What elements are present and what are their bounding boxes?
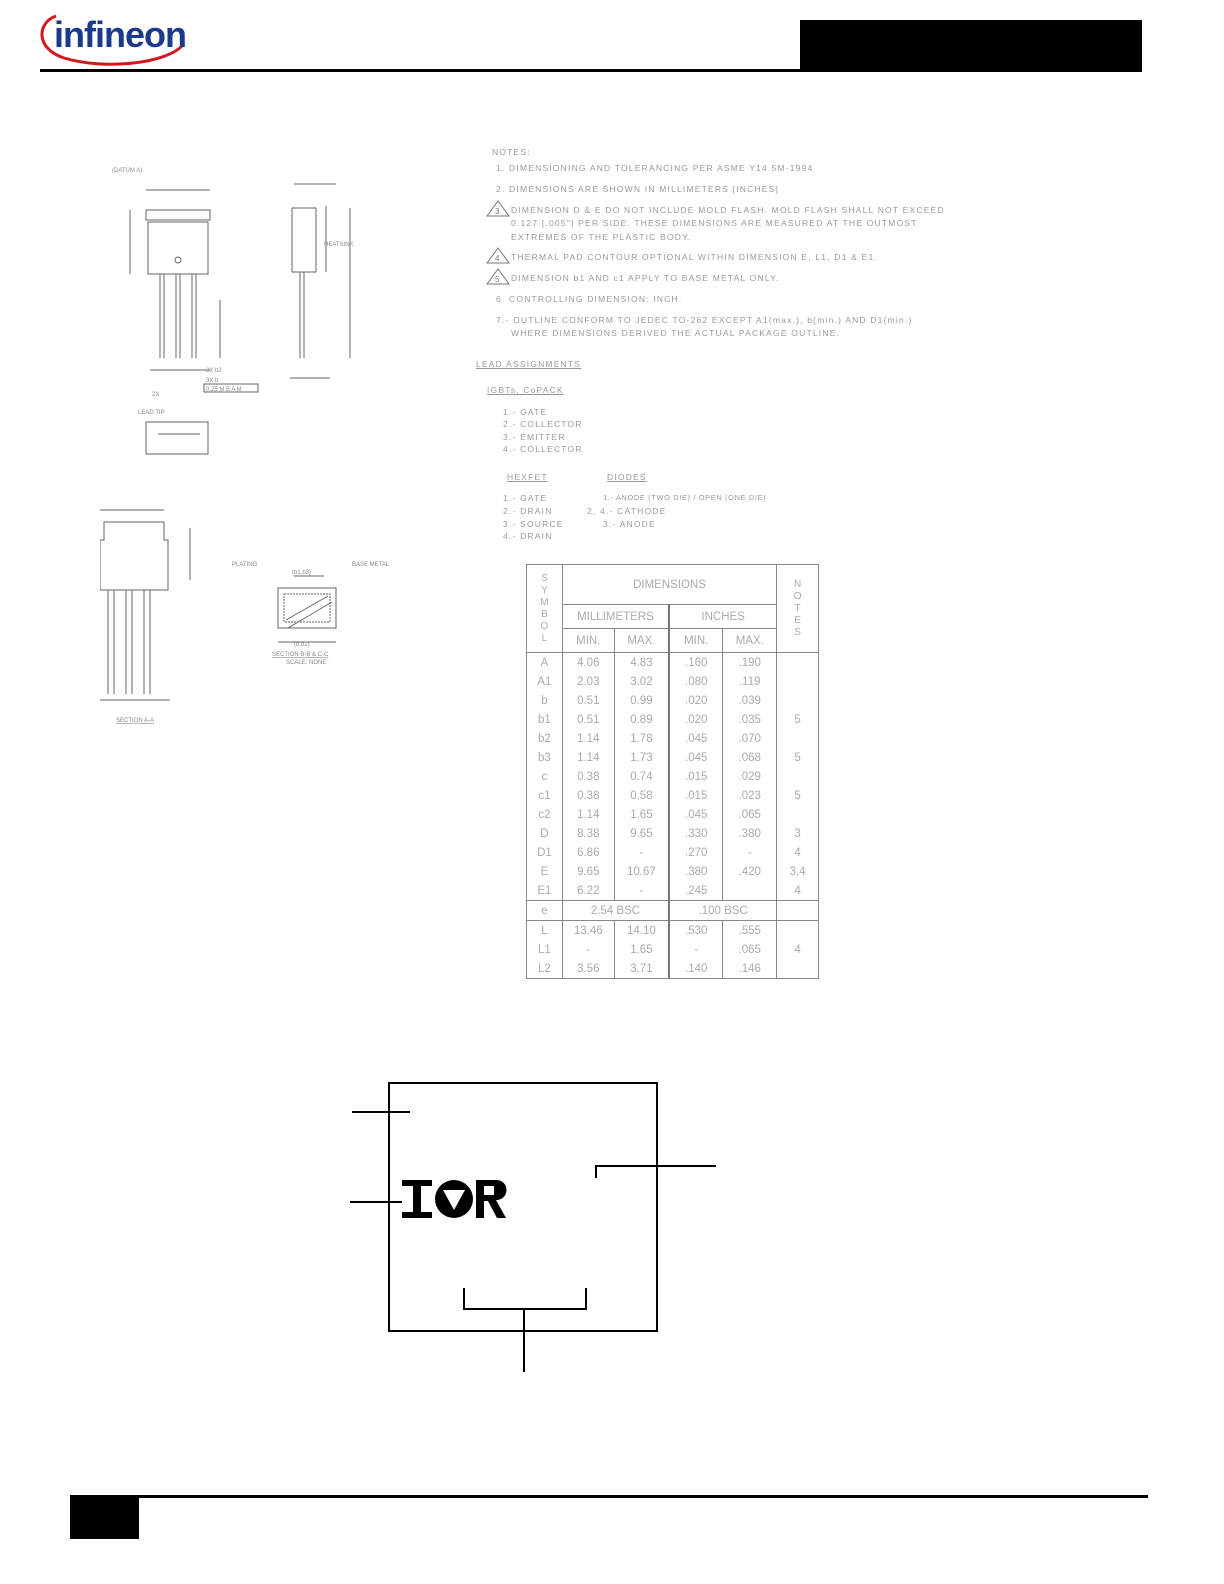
table-row [527, 843, 819, 862]
note-3-line-3: EXTREMES OF THE PLASTIC BODY. [511, 232, 692, 242]
table-row [527, 881, 819, 901]
b1b3-label: (b1,b3) [292, 570, 312, 576]
table-cell: c2 [527, 805, 563, 824]
note-7-line-2: WHERE DIMENSIONS DERIVED THE ACTUAL PACKAGE OUTLINE. [511, 328, 841, 338]
table-cell: .068 [723, 748, 777, 767]
table-cell: 6.22 [562, 881, 614, 901]
table-cell: 4 [777, 940, 819, 959]
table-cell: - [614, 843, 669, 862]
table-cell: .380 [723, 824, 777, 843]
table-cell: .015 [669, 767, 723, 786]
table-cell: 3.56 [562, 959, 614, 979]
table-cell: 1.65 [614, 805, 669, 824]
header-rule [40, 69, 802, 72]
igbt-lead-1: 1.- GATE [503, 407, 548, 417]
table-cell: 4.06 [562, 653, 614, 673]
table-cell: 1.65 [614, 940, 669, 959]
table-row [527, 959, 819, 979]
table-row [527, 710, 819, 729]
table-cell: 3,4 [777, 862, 819, 881]
table-row [527, 786, 819, 805]
table-cell: - [723, 843, 777, 862]
table-cell: 0.58 [614, 786, 669, 805]
igbt-heading: IGBTs, CoPACK [487, 385, 564, 395]
lead-assignments-heading: LEAD ASSIGNMENTS [476, 359, 582, 369]
note-2: 2. DIMENSIONS ARE SHOWN IN MILLIMETERS [INCHES] [496, 184, 780, 194]
table-cell [777, 805, 819, 824]
header-title-block [800, 20, 1142, 72]
datum-label: (DATUM A) [112, 168, 143, 174]
diode-lead-1: 1.- ANODE (TWO DIE) / OPEN (ONE DIE) [603, 493, 767, 502]
table-cell: 6.86 [562, 843, 614, 862]
table-cell: 1.14 [562, 729, 614, 748]
table-cell: .146 [723, 959, 777, 979]
table-cell: 0.51 [562, 691, 614, 710]
table-cell [777, 767, 819, 786]
table-cell [723, 881, 777, 901]
table-cell: 0.51 [562, 710, 614, 729]
table-cell: 4 [777, 843, 819, 862]
heatsink-label: HEATSINK [324, 242, 354, 248]
svg-text:3: 3 [495, 207, 500, 216]
table-cell: 8.38 [562, 824, 614, 843]
table-cell: .330 [669, 824, 723, 843]
table-cell: L [527, 921, 563, 941]
table-row [527, 901, 819, 921]
note-4: THERMAL PAD CONTOUR OPTIONAL WITHIN DIMENSION E, L1, D1 & E1. [511, 252, 878, 262]
table-cell: .555 [723, 921, 777, 941]
svg-text:5: 5 [495, 275, 500, 284]
table-cell: .530 [669, 921, 723, 941]
table-cell: 1.14 [562, 748, 614, 767]
table-cell: 4.83 [614, 653, 669, 673]
table-cell: A [527, 653, 563, 673]
table-cell [777, 653, 819, 673]
note-4-flag-icon [486, 247, 510, 264]
table-cell: 1.78 [614, 729, 669, 748]
lead-tip-label: LEAD TIP [138, 410, 165, 416]
table-cell: .100 BSC [669, 901, 777, 921]
diode-lead-2: 2, 4.- CATHODE [587, 506, 667, 516]
part-marking-leaders [340, 1100, 740, 1380]
table-cell: 2.03 [562, 672, 614, 691]
table-cell: 0.38 [562, 786, 614, 805]
infineon-logo [34, 8, 184, 70]
table-cell: .015 [669, 786, 723, 805]
table-row [527, 862, 819, 881]
table-cell: .045 [669, 748, 723, 767]
table-cell: 9.65 [614, 824, 669, 843]
table-row [527, 767, 819, 786]
table-cell: D1 [527, 843, 563, 862]
igbt-lead-2: 2.- COLLECTOR [503, 419, 583, 429]
diode-lead-3: 3.- ANODE [603, 519, 656, 529]
igbt-lead-3: 3.- EMITTER [503, 432, 566, 442]
table-cell: c1 [527, 786, 563, 805]
page-number-block [70, 1495, 139, 1539]
table-cell: 4 [777, 881, 819, 901]
dimensions-table [526, 564, 819, 979]
table-cell: 5 [777, 710, 819, 729]
2x-label: 2X [152, 392, 160, 398]
table-cell: .039 [723, 691, 777, 710]
section-label: SECTION A-A [116, 718, 155, 724]
table-cell: 1.73 [614, 748, 669, 767]
table-cell: .065 [723, 940, 777, 959]
table-cell: .119 [723, 672, 777, 691]
table-cell [777, 901, 819, 921]
table-cell: b3 [527, 748, 563, 767]
table-cell: .140 [669, 959, 723, 979]
inches-header: INCHES [669, 605, 777, 629]
table-cell: - [614, 881, 669, 901]
plating-label: PLATING [232, 562, 258, 568]
table-cell: .020 [669, 710, 723, 729]
table-row [527, 824, 819, 843]
table-cell: .070 [723, 729, 777, 748]
note-7-line-1: 7.- OUTLINE CONFORM TO JEDEC TO-262 EXCEPT A1(max.), b(min.) AND D1(min.) [496, 315, 913, 325]
table-cell: A1 [527, 672, 563, 691]
note-1: 1. DIMENSIONING AND TOLERANCING PER ASME Y14.5M-1994 [496, 163, 814, 173]
hexfet-lead-2: 2.- DRAIN [503, 506, 553, 516]
table-cell: 14.10 [614, 921, 669, 941]
table-cell: L1 [527, 940, 563, 959]
table-cell [777, 959, 819, 979]
table-cell: E1 [527, 881, 563, 901]
igbt-lead-4: 4.- COLLECTOR [503, 444, 583, 454]
table-cell: - [562, 940, 614, 959]
table-cell: .029 [723, 767, 777, 786]
in-min-header: MIN. [669, 629, 723, 653]
table-cell: D [527, 824, 563, 843]
notes-column-header: N O T E S [777, 565, 819, 653]
table-cell: c [527, 767, 563, 786]
table-cell: .380 [669, 862, 723, 881]
in-max-header: MAX. [723, 629, 777, 653]
table-cell: 1.14 [562, 805, 614, 824]
table-cell: 9.65 [562, 862, 614, 881]
logo-text: infineon [54, 14, 186, 55]
table-row [527, 653, 819, 673]
table-cell [777, 672, 819, 691]
table-cell [777, 921, 819, 941]
table-cell: .045 [669, 729, 723, 748]
table-cell: 0.99 [614, 691, 669, 710]
table-cell: 10.67 [614, 862, 669, 881]
note-5-flag-icon [486, 268, 510, 285]
table-cell: 5 [777, 748, 819, 767]
mm-min-header: MIN. [562, 629, 614, 653]
table-cell: .035 [723, 710, 777, 729]
table-cell: 3.71 [614, 959, 669, 979]
note-3-line-2: 0.127 [.005"] PER SIDE. THESE DIMENSIONS ARE MEASURED AT THE OUTMOST [511, 218, 918, 228]
hexfet-lead-4: 4.- DRAIN [503, 531, 553, 541]
ior-logo-icon [400, 1178, 512, 1220]
table-cell: 5 [777, 786, 819, 805]
section-detail-label: SECTION B-B & C-C [272, 652, 329, 658]
table-cell: .160 [669, 653, 723, 673]
note-6: 6. CONTROLLING DIMENSION: INCH. [496, 294, 683, 304]
table-cell: .420 [723, 862, 777, 881]
package-outline-drawing [100, 150, 480, 730]
table-cell: 3 [777, 824, 819, 843]
table-cell: 0.89 [614, 710, 669, 729]
table-row [527, 672, 819, 691]
hexfet-lead-1: 1.- GATE [503, 493, 548, 503]
note-5: DIMENSION b1 AND c1 APPLY TO BASE METAL ONLY. [511, 273, 780, 283]
table-cell: .080 [669, 672, 723, 691]
table-cell: - [669, 940, 723, 959]
table-cell: .270 [669, 843, 723, 862]
table-row [527, 729, 819, 748]
table-cell: b [527, 691, 563, 710]
table-row [527, 691, 819, 710]
table-cell: b2 [527, 729, 563, 748]
hexfet-lead-3: 3.- SOURCE [503, 519, 564, 529]
table-cell [777, 691, 819, 710]
tolerance-label: 0.25 M B A M [206, 387, 242, 393]
table-cell: L2 [527, 959, 563, 979]
table-cell: e [527, 901, 563, 921]
table-cell: .020 [669, 691, 723, 710]
table-cell: .190 [723, 653, 777, 673]
table-cell: 3.02 [614, 672, 669, 691]
table-cell: 0.74 [614, 767, 669, 786]
table-cell: b1 [527, 710, 563, 729]
note-3-flag-icon [486, 200, 510, 217]
table-cell: .065 [723, 805, 777, 824]
table-cell: E [527, 862, 563, 881]
table-cell: .245 [669, 881, 723, 901]
table-row [527, 748, 819, 767]
table-cell: 13.46 [562, 921, 614, 941]
table-row [527, 940, 819, 959]
dimensions-header: DIMENSIONS [562, 565, 776, 605]
note-3-line-1: DIMENSION D & E DO NOT INCLUDE MOLD FLASH. MOLD FLASH SHALL NOT EXCEED [511, 205, 945, 215]
3x-b2-label: 3X b2 [206, 368, 222, 374]
table-cell: 2.54 BSC [562, 901, 669, 921]
table-cell [777, 729, 819, 748]
3x-b-label: 3X b [206, 378, 219, 384]
table-cell: 0.38 [562, 767, 614, 786]
notes-heading: NOTES: [492, 147, 531, 157]
table-row [527, 921, 819, 941]
table-cell: .045 [669, 805, 723, 824]
millimeters-header: MILLIMETERS [562, 605, 669, 629]
table-cell: .023 [723, 786, 777, 805]
table-row [527, 805, 819, 824]
hexfet-heading: HEXFET [507, 472, 548, 482]
scale-label: SCALE: NONE [286, 660, 327, 666]
mm-max-header: MAX. [614, 629, 669, 653]
base-metal-label: BASE METAL [352, 562, 390, 568]
b-b2-label: (b,b2) [294, 642, 310, 648]
footer-rule [138, 1495, 1148, 1498]
symbol-header: S Y M B O L [527, 565, 563, 653]
diodes-heading: DIODES [607, 472, 647, 482]
svg-text:4: 4 [495, 254, 500, 263]
